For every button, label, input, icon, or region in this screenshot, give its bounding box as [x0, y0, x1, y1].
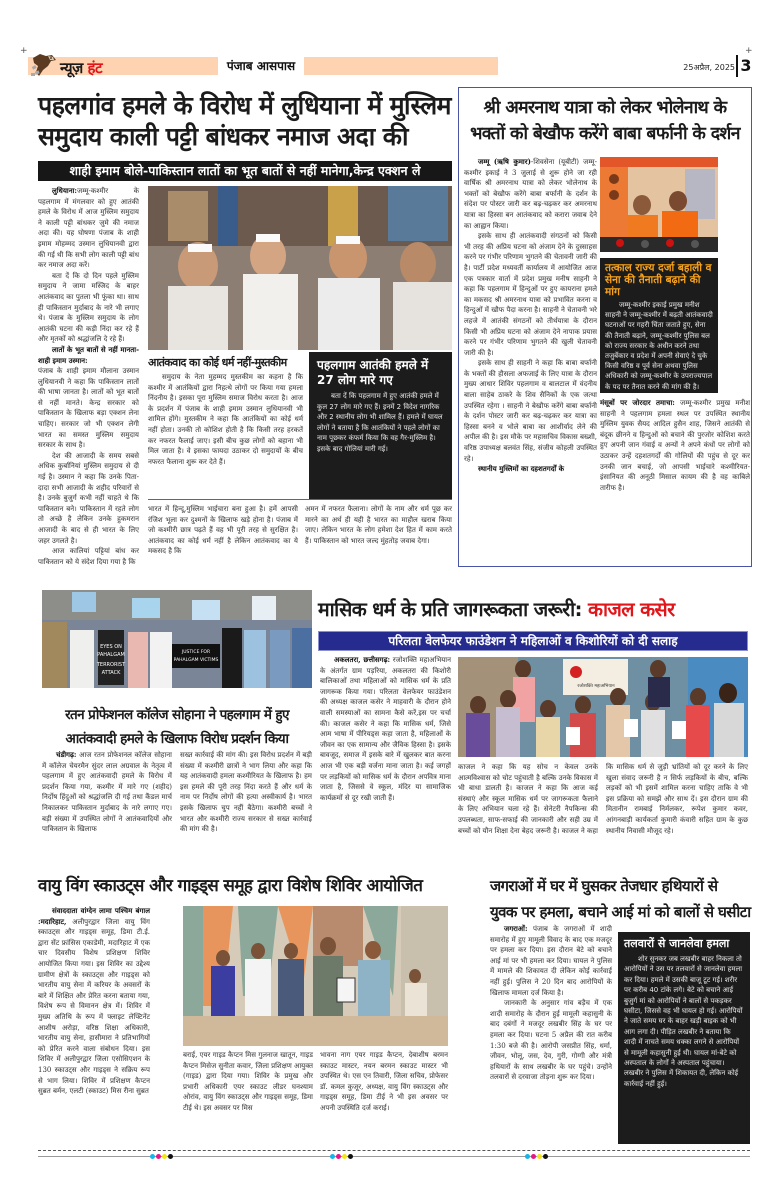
story1-subheading: लातों के भूत बातों से नहीं मानता-शाही इमाम उस्मान:: [38, 344, 139, 365]
crop-mark: +: [20, 46, 28, 56]
story1-subhead: शाही इमाम बोले-पाकिस्तान लातों का भूत बातों से नहीं मानेगा,केन्द्र एक्शन ले: [38, 161, 452, 181]
brand-name-part1: न्यूज़: [60, 59, 83, 77]
svg-text:PAHALGAM VICTIMS: PAHALGAM VICTIMS: [173, 658, 219, 663]
story5-column2: बराई, एयर गाइड कैप्टन मिस गुलनाज खातून, गाइड कैप्टन मिसेज सुनीता कवार, जिला प्रशिक्षण आयुक्त (गाइड) द्वारा दिया गया। शिविर के प्रमुख और प्रभारी अधिकारी एयर स्काउट लीडर घनश्याम ओरांव, वायु विंग स्काउट्स और गाइड्स समूह, डिमा टीई थे। इस अवसर पर मिस: [183, 1051, 313, 1112]
story1-headline-line1: पहलगांव हमले के विरोध में लुधियाना में मुस्लिम: [38, 91, 451, 120]
story3-column1: चंडीगढ़: आज रतन प्रोफेशनल कॉलेज सोहाना में कॉलेज चेयरमैन सुंदर लाल अग्रवाल के नेतृत्व में पहलगाम में हुए आतंकवादी हमले के विरोध में प्रदर्शन किया गया, कश्मीर में मारे गए (शहीद) निर्दोष हिंदुओं को श्रद्धांजलि दी गई तथा कैंडल मार्च निकालकर पाकिस्तान मुर्दाबाद के नारे लगाए गए। बड़ी संख्या में उपस्थित लोगों ने आतंकवादियों और पाकिस्तान के खिलाफ: [42, 750, 172, 834]
story5-headline: वायु विंग स्काउट्स और गाइड्स समूह द्वारा विशेष शिविर आयोजित: [38, 876, 423, 896]
story2-right-subheading: मंसूबों पर जोरदार तमाचा:: [600, 398, 675, 407]
story4-dateline: अकलतरा, छत्तीसगढ़:: [334, 655, 391, 664]
registration-marks-center: [330, 1154, 353, 1159]
svg-text:JUSTICE FOR: JUSTICE FOR: [181, 650, 211, 655]
story4-column2: काजल ने कहा कि यह सोच न केवल उनके आत्मविश्वास को चोट पहुंचाती है बल्कि उनके विकास में भी बाधा डालती है। काजल ने कहा कि आज कई संस्थाएं और स्कूल मासिक धर्म पर जागरूकता फैलाने के लिए अभियान चला रहे हैं। सेनेटरी नैपकिन्स की उपलब्धता, साफ-सफाई की जानकारी और सही उम्र में बच्चों को यौन शिक्षा देना बेहद जरूरी है। काजल ने कहा: [458, 763, 598, 835]
story2-headline-line1: श्री अमरनाथ यात्रा को लेकर भोलेनाथ के: [483, 98, 727, 118]
story5-dateline: संवाददाता वांग्देन लामा पश्चिम बंगाल :मदारिहाट,: [38, 906, 150, 926]
svg-text:TERRORIST: TERRORIST: [96, 662, 126, 668]
story1-fact-box-title: पहलगाम आतंकी हमले में 27 लोग मारे गए: [317, 358, 429, 387]
story1-headline-line2: समुदाय काली पट्टी बांधकर नमाज अदा की: [38, 122, 408, 151]
story1-sidebar-text: समुदाय के नेता मुहम्मद मुस्तकीम का कहना है कि कश्मीर में आतंकियों द्वारा निहत्थे लोगों पर किया गया हमला निंदनीय है। इसका पूरा मुस्लिम समाज विरोध करता है। आज के प्रदर्शन में पंजाब के शाही इमाम उस्मान लुधियानवी भी शामिल होंगे। मुस्तकीम ने कहा कि आतंकियों का कोई धर्म नहीं होता। उनकी तो कोशिश होती है कि किसी तरह हरकतें कर नफरत फैलाई जाए। इसी बीच कुछ लोगों को बहाना भी मिल जाता है। वे इसका फायदा उठाकर दो समुदायों के बीच नफरत फैलाना शुरू कर देते हैं।: [148, 373, 303, 466]
svg-text:रजोशक्ति महाअभियान: रजोशक्ति महाअभियान: [577, 684, 615, 689]
story6-column1: जगराओं: पंजाब के जगराओं में शादी समारोह में हुए मामूली विवाद के बाद एक मजदूर पर हमला कर दिया। इस दौरान बेटे को बचाने आई मां पर भी हमला कर दिया। घायल ने पुलिस में मामले की शिकायत दी लेकिन कोई कार्रवाई नहीं हुई। पुलिस ने 20 दिन बाद आरोपियों के खिलाफ मामला दर्ज किया है। जानकारी के अनुसार गांव बड़ैच में एक शादी समारोह के दौरान हुई मामूली कहासुनी के बाद दबंगों ने मजदूर लखबीर सिंह के घर पर हमला कर दिया। घटना 5 अप्रैल की रात करीब 1:30 बजे की है। आरोपी जसप्रीत सिंह, धर्मा, जीवन, भोलू, जस, देव, गुरी, गोग्गी और मंत्री हथियारों के साथ लखबीर के घर पहुंचे। उन्होंने तलवारों से दरवाजा तोड़ना शुरू कर दिया।: [490, 924, 612, 1082]
story2-column1: जम्मू (ऋषि कुमार)-शिवसेना (यूबीटी) जम्मू-कश्मीर इकाई ने 3 जुलाई से शुरू होने जा रही वार्षिक श्री अमरनाथ यात्रा को लेकर भोलेनाथ के भक्तों को बेखौफ करेंगे बाबा बर्फानी के दर्शन के संदेश पर पोस्टर जारी कर बढ़-चढ़कर कर अमरनाथ यात्रा का हिस्सा बन आतंकवाद को करारा जवाब देने का आह्वान किया। इसके साथ ही आतंकवादी संगठनों को किसी भी तरह की अप्रिय घटना को अंजाम देने के दुस्साहस करने पर गंभीर परिणाम भुगतने की चेतावनी जारी की है। पार्टी प्रदेश मध्यवर्ती कार्यालय में आयोजित आज एक पत्रकार वार्ता में प्रदेश प्रमुख मनीष साहनी ने कहा कि पहलगाम में हिन्दुओं पर हुए कायराना हमले का मकसद श्री अमरनाथ यात्रा को प्रभावित करना व हिन्दुओं में खौफ पैदा करना है। साहनी ने चेतावनी भरे लहजे में आतंकी संगठनों को तीर्थयात्रा के दौरान किसी भी अप्रिय घटना को अंजाम देने नापाक प्रयास करने पर गंभीर परिणाम भुगतने की खुली चेतावनी जारी की है। इसके साथ ही साहनी ने कहा कि बाबा बर्फानी के भक्तों की हौसला अफजाई के लिए यात्रा के दौरान मुख्य आधार शिविर पहलगाम व बालटाल में वंदनीय बाला साहेब ठाकरे के शिव सैनिकों के एक जत्था उपस्थित रहेगा । साहनी ने बेखौफ करेंगे बाबा बर्फानी के दर्शन पोस्टर जारी कर बढ़-चढ़कर कर यात्रा का हिस्सा बनने व भोले बाबा का आशीर्वाद लेने की अपील की है। इस मौके पर महासचिव विकास बख्शी, वरिष्ठ उपाध्यक्ष बलवंत सिंह, संजीव कोहली उपस्थित रहे। स्थानीय मुस्लिमों का दहशतगर्दों के: [464, 157, 597, 474]
story3-headline-line2: आतंकवादी हमले के खिलाफ विरोध प्रदर्शन किया: [65, 731, 289, 747]
registration-marks-right: [525, 1154, 548, 1159]
brand-name-part2: हंट: [87, 59, 103, 77]
brand-logo: [30, 52, 102, 78]
story6-attack-box-title: तलवारों से जानलेवा हमला: [624, 937, 730, 950]
story1-sidebar-title: आतंकवाद का कोई धर्म नहीं-मुस्तकीम: [148, 356, 287, 369]
issue-date: 25अप्रैल, 2025: [683, 63, 735, 72]
eagle-logo-icon: [30, 52, 58, 78]
story6-headline-line2: युवक पर हमला, बचाने आई मां को बालों से घसीटा: [490, 903, 751, 921]
story1-fact-box: [309, 352, 452, 499]
story3-headline-line1: रतन प्रोफेशनल कॉलेज सोहाना ने पहलगाम में हुए: [65, 707, 289, 723]
story6-attack-box: [618, 932, 750, 1144]
story4-subhead: परिलता वेलफेयर फाउंडेशन ने महिलाओं व किशोरियों को दी सलाह: [318, 631, 748, 651]
story1-bottom-col2: अमन में नफरत फैलाना। लोगों के नाम और धर्म पूछ कर मारने का अर्थ ही यही है भारत का माहौल खराब किया जाए। लेकिन भारत के लोग हमेशा देश हित में काम करते हैं। पाकिस्तान को भारत जल्द मुंहतोड़ जवाब देगा।: [305, 505, 452, 545]
masthead-band-right: [305, 57, 489, 75]
story1-dateline: लुधियाना:: [52, 186, 78, 195]
crop-mark: +: [745, 46, 753, 56]
story6-headline: [490, 873, 752, 925]
story2-headline-line2: भक्तों को बेखौफ करेंगे बाबा बर्फानी के दर्शन: [470, 124, 740, 144]
svg-text:ATTACK: ATTACK: [101, 670, 121, 676]
story3-dateline: चंडीगढ़:: [56, 750, 77, 759]
story2-photo-press-conference: [600, 157, 718, 252]
story6-headline-line1: जगराओं में घर में घुसकर तेजधार हथियारों से: [490, 877, 718, 895]
story2-subheading: स्थानीय मुस्लिमों का दहशतगर्दों के: [478, 464, 565, 474]
page-number: 3: [736, 55, 754, 77]
story4-headline: [318, 595, 748, 625]
svg-text:EYES ON: EYES ON: [100, 644, 122, 650]
story1-bottom-col1: भारत में हिन्दू,मुस्लिम भाईचारा बना हुआ है। हमें आपसी रंजिश भूला कर दुश्मनों के खिलाफ खड़े होना है। पंजाब में जो कश्मीरी छात्र पढ़ते हैं वह भी पूरी तरह से सुरक्षित है। आतंकवाद का कोई धर्म नहीं है लेकिन आतंकवाद का ये मकसद है कि: [148, 505, 298, 556]
story5-column1: संवाददाता वांग्देन लामा पश्चिम बंगाल :मदारिहाट, अलीपुरद्वार जिला वायु विंग स्काउट्स और गाइड्स समूह, डिमा टी.ई. द्वारा सेंट फ्रांसिस एकाडेमी, मदारिहाट में एक चार दिवसीय विशेष प्रशिक्षण शिविर आयोजित किया गया। इस शिविर का उद्देश्य ग्रामीण क्षेत्रों के स्काउट्स और गाइड्स को भारतीय वायु सेना में करियर के अवसरों के बारे में शिक्षित और प्रेरित करना बताया गया, विशेष रूप से विमानन क्षेत्र में। शिविर में मुख्य अतिथि के रूप में फ्लाइट लेफ्टिनेंट आशीष अरोड़ा, वरिष्ठ शिक्षा अधिकारी, भारतीय वायु सेना, हासीमारा ने प्रतिभागियों को प्रेरित करने वाला संबोधन दिया। इस शिविर में अलीपुरद्वार जिला एसोसिएशन के 130 स्काउट्स और गाइड्स ने सक्रिय रूप से भाग लिया। शिविर में प्रशिक्षण कैप्टन सुब्रत बर्मन, एलटी (स्काउट) मिस रीना सुब्रत: [38, 906, 150, 1096]
story2-demand-box: [600, 258, 718, 393]
registration-marks-left: [150, 1154, 173, 1159]
story3-column2: सख्त कार्रवाई की मांग की। इस विरोध प्रदर्शन में बड़ी संख्या में कश्मीरी छात्रों ने भाग लिया और कहा कि यह आतंकवादी हमला कश्मीरियत के खिलाफ है। हम इस हमले की पूरी तरह निंदा करते हैं और धर्म के नाम पर निर्दोष लोगों की हत्या अस्वीकार्य है। भारत इसके खिलाफ चुप नहीं बैठेगा। कश्मीरी बच्चों ने भारत और कश्मीरी राज्य सरकार से सख्त कार्रवाई की मांग की है।: [180, 751, 312, 834]
svg-text:PAHALGAM: PAHALGAM: [97, 652, 125, 658]
footer-dashed-rule: [38, 1150, 750, 1151]
story2-headline: [462, 95, 748, 147]
story5-photo-award-ceremony: [183, 906, 448, 1046]
story1-fact-box-text: बता दें कि पहलगाम में हुए आतंकी हमले में कुल 27 लोग मारे गए हैं। इनमें 2 विदेश नागरिक और 2 स्थानीय लोग भी शामिल हैं। हमले में घायल लोगों ने बताया है कि आतंकियों ने पहले लोगों का नाम पूछकर कंफर्म किया कि वह गैर-मुस्लिम है। इसके बाद गोलियां मारी गई।: [317, 392, 443, 453]
story1-headline: [38, 90, 458, 152]
story3-photo-protest: [42, 590, 312, 688]
story4-headline-red: काजल कसेर: [588, 598, 675, 621]
story2-demand-box-text: जम्मू-कश्मीर इकाई प्रमुख मनीश साहनी ने जम्मू-कश्मीर में बढ़ती आतंकवादी घटनाओं पर गहरी चिंता जताते हुए, सेना की तैनाती बढ़ाने, जम्मू-कश्मीर पुलिस बल को राज्य सरकार के अधीन करने तथा तजुर्बेकार व प्रदेश में अपनी सेवाएं दे चुके किसी वरिष्ठ व पूर्व सेना अथवा पुलिस अधिकारी को जम्मू-कश्मीर के उपराज्यपाल के पद पर तैनात करने की मांग की है।: [605, 301, 713, 391]
story2-demand-box-title: तत्काल राज्य दर्जा बहाली व सेना की तैनाती बढ़ाने की मांग: [605, 262, 712, 298]
story1-photo-muslim-prayer: [148, 186, 452, 350]
story4-column3: कि मासिक धर्म से जुड़ी भ्रांतियों को दूर करने के लिए खुला संवाद जरूरी है न सिर्फ लड़कियों के बीच, बल्कि लड़कों को भी इसमें शामिल करना चाहिए ताकि वे भी इस प्रक्रिया को समझें और साथ दें। इस दौरान ग्राम की मितानीन रामबाई निर्मलकर, रूपेश कुमार कवर, आंगनबाड़ी कार्यकर्ता कुमारी कंवारी सहित ग्राम के कुछ स्थानीय निवासी मौजूद रहे।: [606, 763, 748, 835]
story6-attack-box-text: शोर सुनकर जब लखबीर बाहर निकला तो आरोपियों ने उस पर तलवारों से जानलेवा हमला कर दिया। हमले में उसकी बाजू टूट गई। शरीर पर करीब 40 टांके लगे। बेटे को बचाने आई बुजुर्ग मां को आरोपियों ने बालों से पकड़कर घसीटा, जिससे वह भी घायल हो गई। आरोपियों ने जाते समय घर के बाहर खड़ी बाइक को भी आग लगा दी। पीड़ित लखबीर ने बताया कि शादी में नाचते समय धक्का लगने से आरोपियों से मामूली कहासुनी हुई थी। घायल मां-बेटे को अस्पताल के लोगों ने अस्पताल पहुंचाया। लखबीर ने पुलिस में शिकायत दी, लेकिन कोई कार्रवाई नहीं हुई।: [624, 955, 743, 1088]
section-label: पंजाब आसपास: [218, 57, 304, 75]
story2-column2: मंसूबों पर जोरदार तमाचा: जम्मू-कश्मीर प्रमुख मनीश साहनी ने पहलगाम हमला स्थल पर उपस्थित स्थानीय मुस्लिम युवक सैयद आदिल हुसैन शाह, जिसने आतंकी से बंदूक छीनने व हिन्दुओं को बचाने की पुरजोर कोशिश करते हुए अपनी जान गंवाई व अन्यों ने अपने कंधों पर लोगों को उठाकर उन्हें दहशतगर्दों की गोलियों की पहुंच से दूर कर उनकी जान बचाई, जो आपसी भाईचारे कश्मीरियत-इंसानियत की अनूठी मिसाल कायम की है वह काबिले तारीफ है।: [600, 398, 750, 492]
story4-headline-black: मासिक धर्म के प्रति जागरूकता जरूरी:: [318, 598, 582, 621]
story5-column3: भावना नाग एयर गाइड कैप्टन, देबाशीष बरमन स्काउट मास्टर, नयन बरमन स्काउट मास्टर भी उपस्थित थे। एस एन तिवारी, जिला सचिव, प्रोफेसर डॉ. कमल कुजूर, अध्यक्ष, वायु विंग स्काउट्स और गाइड्स समूह, डिमा टीई ने भी इस अवसर पर अपनी उपस्थिति दर्ज कराई।: [320, 1051, 448, 1112]
story6-dateline: जगराओं:: [504, 924, 528, 933]
story2-dateline: जम्मू (ऋषि कुमार): [478, 157, 531, 166]
footer-rule: [38, 1156, 750, 1157]
divider: [148, 499, 452, 500]
story3-headline: [42, 703, 312, 751]
story1-column1: लुधियाना:जम्मू-कश्मीर के पहलगाम में मंगलवार को हुए आतंकी हमले के विरोध में आज मुस्लिम समुदाय ने काली पट्टी बांधकर जुमे की नमाज अदा की। यह घोषणा पंजाब के शाही इमाम मोहम्मद उस्मान लुधियानवी द्वारा की गई थी कि सभी लोग काली पट्टी बांध कर नमाज अदा करें। बता दें कि दो दिन पहले मुस्लिम समुदाय ने जामा मस्जिद के बाहर आतंकवाद का पुतला भी फूंका था। साथ ही पाकिस्तान मुर्दाबाद के नारे भी लगाए थे। पंजाब के मुस्लिम समुदाय के लोग आतंकी घटना की कड़ी निंदा कर रहे हैं और मृतकों को श्रद्धांजलि दे रहे हैं। लातों के भूत बातों से नहीं मानता-शाही इमाम उस्मान: पंजाब के शाही इमाम मौलाना उस्मान लुधियानवी ने कहा कि पाकिस्तान लातों की भाषा जानता है। लातों को भूत बातों से नहीं मानते। केन्द्र सरकार को पाकिस्तान के खिलाफ बड़ा एक्शन लेना चाहिए। सरकार जो भी एक्शन लेगी भारत का समस्त मुस्लिम समुदाय सरकार के साथ है। देश की आजादी के समय सबसे अधिक कुर्बानियां मुस्लिम समुदाय से दी गई है। उस्मान ने कहा कि उनके पिता-दादा सभी आजादी के शहीद परिवारों से है। उनके बुजुर्ग कभी नहीं चाहते थे कि पाकिस्तान बने। पाकिस्तान में रहते लोग तो अच्छे है लेकिन उनके हुकमरान आजादी के बाद से ही भारत के लिए जहर उगलते है। आज कालियां पट्टियां बांध कर पाकिस्तान को ये संदेश दिया गया है कि: [38, 186, 139, 566]
story4-photo-girls-group: [458, 657, 748, 757]
story4-column1: अकलतरा, छत्तीसगढ़: रजोशक्ति महाअभियान के अंतर्गत ग्राम पड़रिया, अकलतरा की किशोरी बालिकाओं तथा महिलाओं को मासिक धर्म के प्रति जागरूक किया गया। परिलता वेलफेयर फाउंडेशन की अध्यक्ष काजल कसेर ने माहवारी के दौरान होने वाली समस्याओं का सामना कैसे करें,इस पर चर्चा की। काजल कसेर ने कहा कि मासिक धर्म, जिसे आम भाषा में पीरियड्स कहा जाता है, महिलाओं के जीवन का एक सामान्य और जैविक हिस्सा है। इसके बावजूद, समाज में इसके बारे में खुलकर बात करना आज भी एक बड़ी वर्जना माना जाता है। कई जगहों पर लड़कियों को मासिक धर्म के दौरान अपवित्र माना जाता है, जिससे वे स्कूल, मंदिर या सामाजिक कार्यक्रमों से दूर रखी जाती हैं।: [320, 655, 451, 802]
